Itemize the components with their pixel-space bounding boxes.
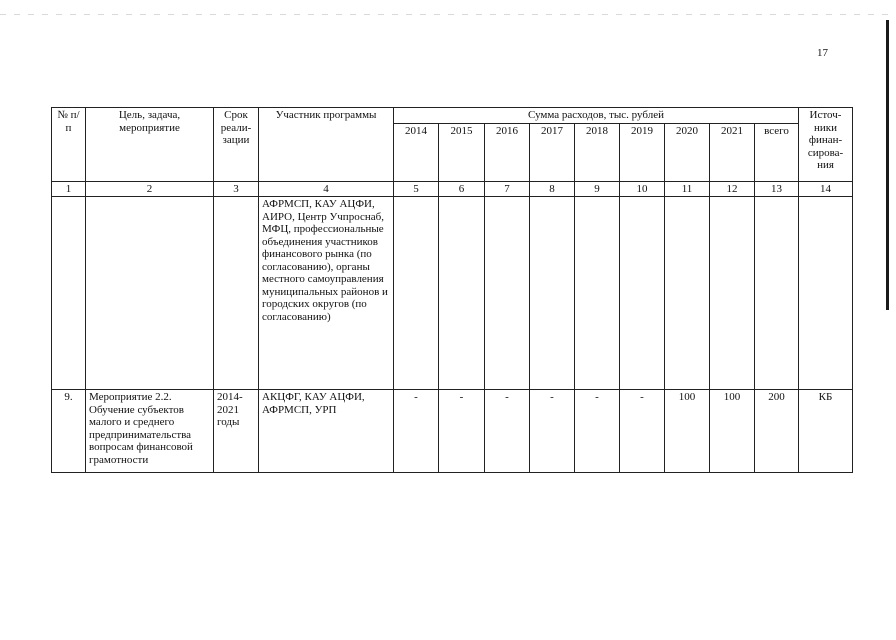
- row-value: [530, 197, 575, 390]
- row-value: 200: [755, 390, 799, 473]
- header-participant: Участник программы: [259, 108, 394, 182]
- column-number: 12: [710, 181, 755, 197]
- row-value: [665, 197, 710, 390]
- row-value: [575, 197, 620, 390]
- header-source: Источ-ники финан-сирова-ния: [799, 108, 853, 182]
- row-value: 100: [665, 390, 710, 473]
- header-num: № п/п: [52, 108, 86, 182]
- row-value: -: [439, 390, 485, 473]
- header-year: 2016: [485, 123, 530, 181]
- row-value: -: [394, 390, 439, 473]
- column-number: 8: [530, 181, 575, 197]
- row-value: -: [575, 390, 620, 473]
- row-value: -: [620, 390, 665, 473]
- header-year: 2018: [575, 123, 620, 181]
- header-year: 2021: [710, 123, 755, 181]
- row-term: [214, 197, 259, 390]
- row-term: 2014-2021 годы: [214, 390, 259, 473]
- row-goal: [86, 197, 214, 390]
- row-value: 100: [710, 390, 755, 473]
- row-value: [439, 197, 485, 390]
- row-value: [755, 197, 799, 390]
- table-row: [52, 390, 853, 473]
- row-participant: АКЦФГ, КАУ АЦФИ, АФРМСП, УРП: [259, 390, 394, 473]
- header-row: [52, 108, 853, 124]
- column-number: 13: [755, 181, 799, 197]
- row-value: [710, 197, 755, 390]
- header-goal: Цель, задача, мероприятие: [86, 108, 214, 182]
- row-value: -: [485, 390, 530, 473]
- page-number: 17: [817, 47, 828, 59]
- column-numbers-row: [52, 181, 853, 197]
- column-number: 10: [620, 181, 665, 197]
- header-year: 2014: [394, 123, 439, 181]
- column-number: 5: [394, 181, 439, 197]
- row-goal: Мероприятие 2.2. Обучение субъектов малого и среднего предпринимательства вопросам финансовой грамотности: [86, 390, 214, 473]
- column-number: 6: [439, 181, 485, 197]
- column-number: 2: [86, 181, 214, 197]
- header-year: 2017: [530, 123, 575, 181]
- column-number: 9: [575, 181, 620, 197]
- header-year: 2015: [439, 123, 485, 181]
- header-year: 2019: [620, 123, 665, 181]
- row-num: 9.: [52, 390, 86, 473]
- table-row: [52, 197, 853, 390]
- row-value: [394, 197, 439, 390]
- row-num: [52, 197, 86, 390]
- column-number: 7: [485, 181, 530, 197]
- header-term: Срок реали-зации: [214, 108, 259, 182]
- row-participant: АФРМСП, КАУ АЦФИ, АИРО, Центр Учпроснаб, МФЦ, профессиональные объединения участников финансового рынка (по согласованию), органы местного самоуправления муниципальных районов и городских округов (по согласованию): [259, 197, 394, 390]
- scan-border-right: [886, 20, 889, 310]
- column-number: 14: [799, 181, 853, 197]
- column-number: 4: [259, 181, 394, 197]
- column-number: 3: [214, 181, 259, 197]
- row-value: -: [530, 390, 575, 473]
- row-source: КБ: [799, 390, 853, 473]
- column-number: 11: [665, 181, 710, 197]
- expenses-table: [51, 107, 853, 473]
- header-sum: Сумма расходов, тыс. рублей: [394, 108, 799, 124]
- row-source: [799, 197, 853, 390]
- row-value: [485, 197, 530, 390]
- row-value: [620, 197, 665, 390]
- header-year: 2020: [665, 123, 710, 181]
- scan-border-top: [0, 14, 896, 15]
- column-number: 1: [52, 181, 86, 197]
- header-total: всего: [755, 123, 799, 181]
